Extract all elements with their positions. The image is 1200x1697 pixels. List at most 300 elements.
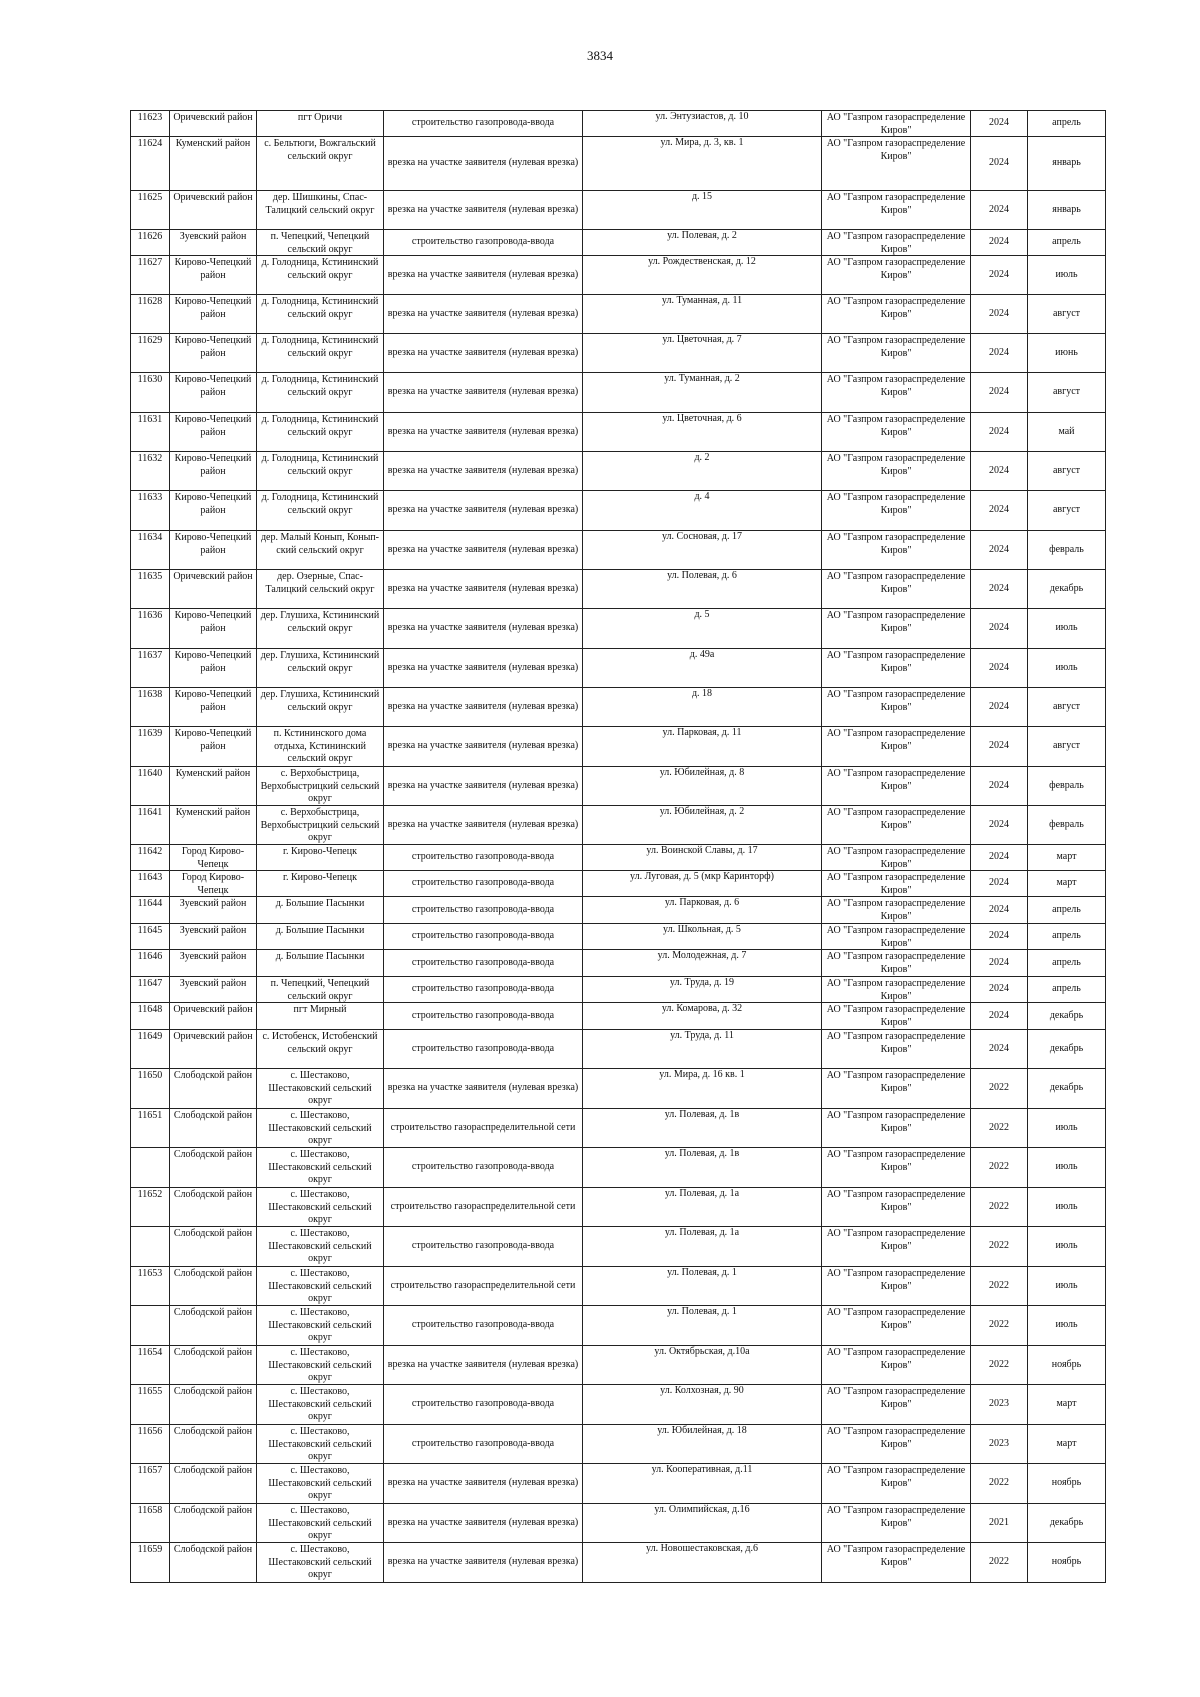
address-cell: ул. Труда, д. 11 xyxy=(582,1029,821,1068)
address-cell: ул. Полевая, д. 1в xyxy=(582,1147,821,1187)
district-cell: Кирово-Чепецкий район xyxy=(169,255,256,294)
month-cell: июль xyxy=(1027,1187,1106,1226)
work-type-cell: врезка на участке заявителя (нулевая врезка) xyxy=(383,451,582,490)
settlement-cell: с. Верхобыстрица, Верхобыстрицкий сельский округ xyxy=(256,766,383,805)
year-cell: 2022 xyxy=(970,1147,1027,1187)
district-cell: Куменский район xyxy=(169,766,256,805)
year-cell: 2024 xyxy=(970,569,1027,608)
district-cell: Слободской район xyxy=(169,1226,256,1266)
month-cell: февраль xyxy=(1027,766,1106,805)
row-number: 11645 xyxy=(130,923,169,949)
month-cell: март xyxy=(1027,844,1106,870)
row-number: 11644 xyxy=(130,896,169,923)
settlement-cell: п. Кстининского дома отдыха, Кстининский сельский округ xyxy=(256,726,383,766)
address-cell: ул. Полевая, д. 6 xyxy=(582,569,821,608)
year-cell: 2024 xyxy=(970,608,1027,648)
settlement-cell: с. Верхобыстрица, Верхобыстрицкий сельский округ xyxy=(256,805,383,844)
settlement-cell: г. Кирово-Чепецк xyxy=(256,870,383,896)
district-cell: Слободской район xyxy=(169,1424,256,1463)
settlement-cell: дер. Малый Конып, Коныпский сельский округ xyxy=(256,530,383,569)
settlement-cell: с. Шестаково, Шестаковский сельский округ xyxy=(256,1266,383,1305)
year-cell: 2022 xyxy=(970,1068,1027,1108)
work-type-cell: врезка на участке заявителя (нулевая врезка) xyxy=(383,1345,582,1384)
month-cell: декабрь xyxy=(1027,1503,1106,1542)
address-cell: ул. Олимпийская, д.16 xyxy=(582,1503,821,1542)
settlement-cell: дер. Глушиха, Кстининский сельский округ xyxy=(256,608,383,648)
settlement-cell: г. Кирово-Чепецк xyxy=(256,844,383,870)
row-number: 11637 xyxy=(130,648,169,687)
work-type-cell: врезка на участке заявителя (нулевая врезка) xyxy=(383,255,582,294)
settlement-cell: д. Голодница, Кстининский сельский округ xyxy=(256,451,383,490)
year-cell: 2024 xyxy=(970,766,1027,805)
work-type-cell: строительство газопровода-ввода xyxy=(383,110,582,136)
year-cell: 2024 xyxy=(970,530,1027,569)
year-cell: 2024 xyxy=(970,333,1027,372)
year-cell: 2024 xyxy=(970,896,1027,923)
year-cell: 2024 xyxy=(970,805,1027,844)
address-cell: ул. Комарова, д. 32 xyxy=(582,1002,821,1029)
row-number: 11628 xyxy=(130,294,169,333)
row-number: 11646 xyxy=(130,949,169,976)
year-cell: 2024 xyxy=(970,844,1027,870)
address-cell: ул. Полевая, д. 1а xyxy=(582,1187,821,1226)
district-cell: Слободской район xyxy=(169,1542,256,1583)
year-cell: 2023 xyxy=(970,1384,1027,1424)
month-cell: апрель xyxy=(1027,110,1106,136)
district-cell: Слободской район xyxy=(169,1463,256,1503)
work-type-cell: строительство газопровода-ввода xyxy=(383,1226,582,1266)
district-cell: Куменский район xyxy=(169,136,256,190)
month-cell: июль xyxy=(1027,1305,1106,1345)
settlement-cell: с. Истобенск, Истобенский сельский округ xyxy=(256,1029,383,1068)
organization-cell: АО "Газпром газораспределение Киров" xyxy=(821,726,970,766)
year-cell: 2022 xyxy=(970,1226,1027,1266)
year-cell: 2024 xyxy=(970,190,1027,229)
settlement-cell: с. Шестаково, Шестаковский сельский округ xyxy=(256,1305,383,1345)
year-cell: 2024 xyxy=(970,687,1027,726)
address-cell: ул. Полевая, д. 1 xyxy=(582,1305,821,1345)
district-cell: Куменский район xyxy=(169,805,256,844)
address-cell: ул. Полевая, д. 1 xyxy=(582,1266,821,1305)
year-cell: 2024 xyxy=(970,976,1027,1002)
organization-cell: АО "Газпром газораспределение Киров" xyxy=(821,687,970,726)
organization-cell: АО "Газпром газораспределение Киров" xyxy=(821,333,970,372)
work-type-cell: строительство газопровода-ввода xyxy=(383,870,582,896)
settlement-cell: д. Голодница, Кстининский сельский округ xyxy=(256,294,383,333)
address-cell: ул. Сосновая, д. 17 xyxy=(582,530,821,569)
organization-cell: АО "Газпром газораспределение Киров" xyxy=(821,451,970,490)
row-number: 11648 xyxy=(130,1002,169,1029)
work-type-cell: строительство газопровода-ввода xyxy=(383,229,582,255)
row-number xyxy=(130,1226,169,1266)
organization-cell: АО "Газпром газораспределение Киров" xyxy=(821,949,970,976)
address-cell: ул. Полевая, д. 1в xyxy=(582,1108,821,1147)
address-cell: ул. Луговая, д. 5 (мкр Каринторф) xyxy=(582,870,821,896)
district-cell: Зуевский район xyxy=(169,896,256,923)
work-type-cell: строительство газораспределительной сети xyxy=(383,1108,582,1147)
month-cell: февраль xyxy=(1027,805,1106,844)
address-cell: ул. Рождественская, д. 12 xyxy=(582,255,821,294)
settlement-cell: с. Шестаково, Шестаковский сельский округ xyxy=(256,1108,383,1147)
district-cell: Оричевский район xyxy=(169,1002,256,1029)
month-cell: июль xyxy=(1027,255,1106,294)
month-cell: май xyxy=(1027,412,1106,451)
settlement-cell: дер. Глушиха, Кстининский сельский округ xyxy=(256,687,383,726)
month-cell: август xyxy=(1027,726,1106,766)
work-type-cell: врезка на участке заявителя (нулевая врезка) xyxy=(383,1503,582,1542)
district-cell: Зуевский район xyxy=(169,923,256,949)
row-number: 11653 xyxy=(130,1266,169,1305)
row-number: 11636 xyxy=(130,608,169,648)
organization-cell: АО "Газпром газораспределение Киров" xyxy=(821,372,970,412)
work-type-cell: строительство газопровода-ввода xyxy=(383,844,582,870)
month-cell: ноябрь xyxy=(1027,1463,1106,1503)
settlement-cell: дер. Шишкины, Спас-Талицкий сельский округ xyxy=(256,190,383,229)
work-type-cell: врезка на участке заявителя (нулевая врезка) xyxy=(383,530,582,569)
settlement-cell: с. Шестаково, Шестаковский сельский округ xyxy=(256,1226,383,1266)
district-cell: Кирово-Чепецкий район xyxy=(169,687,256,726)
month-cell: ноябрь xyxy=(1027,1345,1106,1384)
address-cell: ул. Воинской Славы, д. 17 xyxy=(582,844,821,870)
organization-cell: АО "Газпром газораспределение Киров" xyxy=(821,1108,970,1147)
organization-cell: АО "Газпром газораспределение Киров" xyxy=(821,1463,970,1503)
year-cell: 2024 xyxy=(970,412,1027,451)
work-type-cell: врезка на участке заявителя (нулевая врезка) xyxy=(383,726,582,766)
row-number: 11630 xyxy=(130,372,169,412)
settlement-cell: д. Голодница, Кстининский сельский округ xyxy=(256,490,383,530)
address-cell: ул. Парковая, д. 6 xyxy=(582,896,821,923)
row-number: 11659 xyxy=(130,1542,169,1583)
district-cell: Кирово-Чепецкий район xyxy=(169,333,256,372)
month-cell: февраль xyxy=(1027,530,1106,569)
work-type-cell: врезка на участке заявителя (нулевая врезка) xyxy=(383,372,582,412)
year-cell: 2024 xyxy=(970,110,1027,136)
month-cell: апрель xyxy=(1027,896,1106,923)
row-number: 11657 xyxy=(130,1463,169,1503)
month-cell: июль xyxy=(1027,1266,1106,1305)
month-cell: декабрь xyxy=(1027,1068,1106,1108)
work-type-cell: строительство газопровода-ввода xyxy=(383,949,582,976)
organization-cell: АО "Газпром газораспределение Киров" xyxy=(821,648,970,687)
row-number: 11629 xyxy=(130,333,169,372)
address-cell: д. 5 xyxy=(582,608,821,648)
row-number: 11647 xyxy=(130,976,169,1002)
row-number: 11633 xyxy=(130,490,169,530)
row-number: 11640 xyxy=(130,766,169,805)
month-cell: январь xyxy=(1027,136,1106,190)
address-cell: ул. Полевая, д. 2 xyxy=(582,229,821,255)
organization-cell: АО "Газпром газораспределение Киров" xyxy=(821,229,970,255)
year-cell: 2022 xyxy=(970,1187,1027,1226)
organization-cell: АО "Газпром газораспределение Киров" xyxy=(821,294,970,333)
work-type-cell: строительство газопровода-ввода xyxy=(383,1002,582,1029)
address-cell: д. 18 xyxy=(582,687,821,726)
work-type-cell: строительство газораспределительной сети xyxy=(383,1187,582,1226)
row-number: 11642 xyxy=(130,844,169,870)
district-cell: Кирово-Чепецкий район xyxy=(169,451,256,490)
work-type-cell: врезка на участке заявителя (нулевая врезка) xyxy=(383,1463,582,1503)
year-cell: 2024 xyxy=(970,451,1027,490)
month-cell: июль xyxy=(1027,608,1106,648)
organization-cell: АО "Газпром газораспределение Киров" xyxy=(821,844,970,870)
district-cell: Оричевский район xyxy=(169,569,256,608)
month-cell: июль xyxy=(1027,1226,1106,1266)
year-cell: 2022 xyxy=(970,1542,1027,1583)
organization-cell: АО "Газпром газораспределение Киров" xyxy=(821,1305,970,1345)
settlement-cell: п. Чепецкий, Чепецкий сельский округ xyxy=(256,229,383,255)
settlement-cell: дер. Глушиха, Кстининский сельский округ xyxy=(256,648,383,687)
organization-cell: АО "Газпром газораспределение Киров" xyxy=(821,923,970,949)
row-number: 11631 xyxy=(130,412,169,451)
organization-cell: АО "Газпром газораспределение Киров" xyxy=(821,1147,970,1187)
row-number xyxy=(130,1147,169,1187)
month-cell: декабрь xyxy=(1027,1002,1106,1029)
row-number: 11634 xyxy=(130,530,169,569)
work-type-cell: врезка на участке заявителя (нулевая врезка) xyxy=(383,412,582,451)
settlement-cell: дер. Озерные, Спас-Талицкий сельский округ xyxy=(256,569,383,608)
year-cell: 2024 xyxy=(970,949,1027,976)
address-cell: ул. Цветочная, д. 7 xyxy=(582,333,821,372)
month-cell: декабрь xyxy=(1027,569,1106,608)
year-cell: 2024 xyxy=(970,1029,1027,1068)
row-number: 11623 xyxy=(130,110,169,136)
month-cell: декабрь xyxy=(1027,1029,1106,1068)
address-cell: ул. Юбилейная, д. 2 xyxy=(582,805,821,844)
row-number: 11624 xyxy=(130,136,169,190)
work-type-cell: врезка на участке заявителя (нулевая врезка) xyxy=(383,1068,582,1108)
year-cell: 2022 xyxy=(970,1305,1027,1345)
organization-cell: АО "Газпром газораспределение Киров" xyxy=(821,870,970,896)
month-cell: август xyxy=(1027,451,1106,490)
district-cell: Город Кирово-Чепецк xyxy=(169,844,256,870)
year-cell: 2024 xyxy=(970,726,1027,766)
work-type-cell: врезка на участке заявителя (нулевая врезка) xyxy=(383,648,582,687)
settlement-cell: д. Большие Пасынки xyxy=(256,896,383,923)
month-cell: июль xyxy=(1027,648,1106,687)
district-cell: Слободской район xyxy=(169,1503,256,1542)
district-cell: Город Кирово-Чепецк xyxy=(169,870,256,896)
year-cell: 2024 xyxy=(970,372,1027,412)
district-cell: Слободской район xyxy=(169,1108,256,1147)
year-cell: 2024 xyxy=(970,490,1027,530)
settlement-cell: пгт Оричи xyxy=(256,110,383,136)
district-cell: Слободской район xyxy=(169,1266,256,1305)
address-cell: ул. Октябрьская, д.10а xyxy=(582,1345,821,1384)
row-number: 11632 xyxy=(130,451,169,490)
district-cell: Слободской район xyxy=(169,1187,256,1226)
organization-cell: АО "Газпром газораспределение Киров" xyxy=(821,255,970,294)
settlement-cell: с. Шестаково, Шестаковский сельский округ xyxy=(256,1384,383,1424)
organization-cell: АО "Газпром газораспределение Киров" xyxy=(821,190,970,229)
settlement-cell: д. Голодница, Кстининский сельский округ xyxy=(256,255,383,294)
settlement-cell: с. Шестаково, Шестаковский сельский округ xyxy=(256,1345,383,1384)
month-cell: август xyxy=(1027,687,1106,726)
organization-cell: АО "Газпром газораспределение Киров" xyxy=(821,1029,970,1068)
district-cell: Слободской район xyxy=(169,1068,256,1108)
work-type-cell: строительство газопровода-ввода xyxy=(383,1384,582,1424)
address-cell: ул. Туманная, д. 2 xyxy=(582,372,821,412)
year-cell: 2022 xyxy=(970,1266,1027,1305)
month-cell: июль xyxy=(1027,1108,1106,1147)
year-cell: 2024 xyxy=(970,1002,1027,1029)
settlement-cell: с. Шестаково, Шестаковский сельский округ xyxy=(256,1147,383,1187)
organization-cell: АО "Газпром газораспределение Киров" xyxy=(821,976,970,1002)
year-cell: 2022 xyxy=(970,1463,1027,1503)
month-cell: июнь xyxy=(1027,333,1106,372)
district-cell: Слободской район xyxy=(169,1345,256,1384)
address-cell: ул. Кооперативная, д.11 xyxy=(582,1463,821,1503)
district-cell: Зуевский район xyxy=(169,229,256,255)
settlement-cell: с. Шестаково, Шестаковский сельский округ xyxy=(256,1424,383,1463)
month-cell: август xyxy=(1027,294,1106,333)
settlement-cell: с. Шестаково, Шестаковский сельский округ xyxy=(256,1542,383,1583)
district-cell: Кирово-Чепецкий район xyxy=(169,648,256,687)
row-number: 11643 xyxy=(130,870,169,896)
row-number: 11625 xyxy=(130,190,169,229)
organization-cell: АО "Газпром газораспределение Киров" xyxy=(821,896,970,923)
organization-cell: АО "Газпром газораспределение Киров" xyxy=(821,110,970,136)
address-cell: ул. Юбилейная, д. 18 xyxy=(582,1424,821,1463)
month-cell: март xyxy=(1027,870,1106,896)
row-number: 11649 xyxy=(130,1029,169,1068)
settlement-cell: д. Большие Пасынки xyxy=(256,923,383,949)
district-cell: Оричевский район xyxy=(169,1029,256,1068)
work-type-cell: строительство газопровода-ввода xyxy=(383,1029,582,1068)
year-cell: 2024 xyxy=(970,255,1027,294)
address-cell: ул. Молодежная, д. 7 xyxy=(582,949,821,976)
row-number: 11655 xyxy=(130,1384,169,1424)
work-type-cell: врезка на участке заявителя (нулевая врезка) xyxy=(383,805,582,844)
month-cell: ноябрь xyxy=(1027,1542,1106,1583)
organization-cell: АО "Газпром газораспределение Киров" xyxy=(821,1503,970,1542)
row-number: 11638 xyxy=(130,687,169,726)
month-cell: март xyxy=(1027,1424,1106,1463)
page-number: 3834 xyxy=(587,48,613,63)
district-cell: Кирово-Чепецкий район xyxy=(169,412,256,451)
address-cell: ул. Колхозная, д. 90 xyxy=(582,1384,821,1424)
address-cell: д. 15 xyxy=(582,190,821,229)
row-number: 11626 xyxy=(130,229,169,255)
address-cell: ул. Мира, д. 3, кв. 1 xyxy=(582,136,821,190)
organization-cell: АО "Газпром газораспределение Киров" xyxy=(821,805,970,844)
address-cell: ул. Цветочная, д. 6 xyxy=(582,412,821,451)
settlement-cell: п. Чепецкий, Чепецкий сельский округ xyxy=(256,976,383,1002)
organization-cell: АО "Газпром газораспределение Киров" xyxy=(821,1384,970,1424)
address-cell: д. 2 xyxy=(582,451,821,490)
row-number: 11627 xyxy=(130,255,169,294)
address-cell: ул. Полевая, д. 1а xyxy=(582,1226,821,1266)
work-type-cell: строительство газопровода-ввода xyxy=(383,1424,582,1463)
address-cell: ул. Школьная, д. 5 xyxy=(582,923,821,949)
organization-cell: АО "Газпром газораспределение Киров" xyxy=(821,569,970,608)
row-number: 11635 xyxy=(130,569,169,608)
row-number: 11651 xyxy=(130,1108,169,1147)
year-cell: 2022 xyxy=(970,1108,1027,1147)
month-cell: март xyxy=(1027,1384,1106,1424)
district-cell: Кирово-Чепецкий район xyxy=(169,372,256,412)
organization-cell: АО "Газпром газораспределение Киров" xyxy=(821,1345,970,1384)
address-cell: ул. Труда, д. 19 xyxy=(582,976,821,1002)
month-cell: август xyxy=(1027,490,1106,530)
district-cell: Кирово-Чепецкий район xyxy=(169,726,256,766)
settlement-cell: д. Голодница, Кстининский сельский округ xyxy=(256,372,383,412)
address-cell: ул. Парковая, д. 11 xyxy=(582,726,821,766)
organization-cell: АО "Газпром газораспределение Киров" xyxy=(821,608,970,648)
district-cell: Зуевский район xyxy=(169,949,256,976)
month-cell: июль xyxy=(1027,1147,1106,1187)
work-type-cell: врезка на участке заявителя (нулевая врезка) xyxy=(383,1542,582,1583)
year-cell: 2024 xyxy=(970,229,1027,255)
organization-cell: АО "Газпром газораспределение Киров" xyxy=(821,136,970,190)
settlement-cell: с. Шестаково, Шестаковский сельский округ xyxy=(256,1187,383,1226)
address-cell: ул. Туманная, д. 11 xyxy=(582,294,821,333)
district-cell: Кирово-Чепецкий район xyxy=(169,490,256,530)
organization-cell: АО "Газпром газораспределение Киров" xyxy=(821,1542,970,1583)
row-number: 11658 xyxy=(130,1503,169,1542)
row-number: 11656 xyxy=(130,1424,169,1463)
organization-cell: АО "Газпром газораспределение Киров" xyxy=(821,1266,970,1305)
work-type-cell: врезка на участке заявителя (нулевая врезка) xyxy=(383,490,582,530)
settlement-cell: пгт Мирный xyxy=(256,1002,383,1029)
address-cell: д. 4 xyxy=(582,490,821,530)
month-cell: январь xyxy=(1027,190,1106,229)
district-cell: Слободской район xyxy=(169,1147,256,1187)
organization-cell: АО "Газпром газораспределение Киров" xyxy=(821,530,970,569)
month-cell: август xyxy=(1027,372,1106,412)
year-cell: 2024 xyxy=(970,294,1027,333)
year-cell: 2021 xyxy=(970,1503,1027,1542)
settlement-cell: с. Шестаково, Шестаковский сельский округ xyxy=(256,1463,383,1503)
district-cell: Слободской район xyxy=(169,1384,256,1424)
district-cell: Кирово-Чепецкий район xyxy=(169,608,256,648)
year-cell: 2022 xyxy=(970,1345,1027,1384)
year-cell: 2024 xyxy=(970,648,1027,687)
settlement-cell: с. Бельтюги, Вожгальский сельский округ xyxy=(256,136,383,190)
row-number xyxy=(130,1305,169,1345)
work-type-cell: строительство газопровода-ввода xyxy=(383,976,582,1002)
work-type-cell: врезка на участке заявителя (нулевая врезка) xyxy=(383,190,582,229)
settlement-cell: с. Шестаково, Шестаковский сельский округ xyxy=(256,1503,383,1542)
row-number: 11641 xyxy=(130,805,169,844)
settlement-cell: д. Голодница, Кстининский сельский округ xyxy=(256,333,383,372)
work-type-cell: врезка на участке заявителя (нулевая врезка) xyxy=(383,766,582,805)
row-number: 11650 xyxy=(130,1068,169,1108)
district-cell: Оричевский район xyxy=(169,190,256,229)
work-type-cell: врезка на участке заявителя (нулевая врезка) xyxy=(383,569,582,608)
organization-cell: АО "Газпром газораспределение Киров" xyxy=(821,1424,970,1463)
work-type-cell: врезка на участке заявителя (нулевая врезка) xyxy=(383,136,582,190)
work-type-cell: строительство газораспределительной сети xyxy=(383,1266,582,1305)
organization-cell: АО "Газпром газораспределение Киров" xyxy=(821,1068,970,1108)
year-cell: 2023 xyxy=(970,1424,1027,1463)
district-cell: Слободской район xyxy=(169,1305,256,1345)
address-cell: ул. Мира, д. 16 кв. 1 xyxy=(582,1068,821,1108)
organization-cell: АО "Газпром газораспределение Киров" xyxy=(821,1002,970,1029)
month-cell: апрель xyxy=(1027,949,1106,976)
address-cell: ул. Юбилейная, д. 8 xyxy=(582,766,821,805)
work-type-cell: строительство газопровода-ввода xyxy=(383,896,582,923)
row-number: 11654 xyxy=(130,1345,169,1384)
work-type-cell: врезка на участке заявителя (нулевая врезка) xyxy=(383,687,582,726)
address-cell: ул. Энтузиастов, д. 10 xyxy=(582,110,821,136)
month-cell: апрель xyxy=(1027,229,1106,255)
settlement-cell: д. Голодница, Кстининский сельский округ xyxy=(256,412,383,451)
work-type-cell: строительство газопровода-ввода xyxy=(383,923,582,949)
month-cell: апрель xyxy=(1027,923,1106,949)
year-cell: 2024 xyxy=(970,870,1027,896)
district-cell: Кирово-Чепецкий район xyxy=(169,530,256,569)
work-type-cell: строительство газопровода-ввода xyxy=(383,1305,582,1345)
